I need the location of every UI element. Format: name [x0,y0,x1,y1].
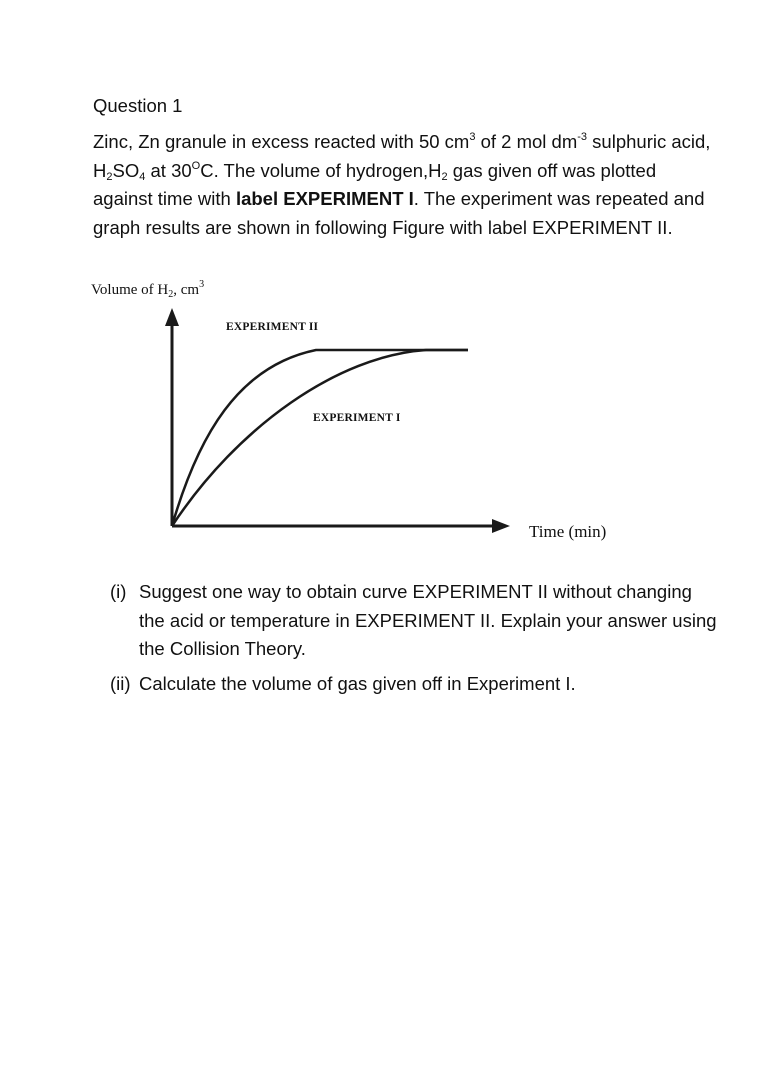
y-axis-label [91,279,205,300]
y-axis-arrow [165,308,179,326]
x-axis-arrow [492,519,510,533]
label-experiment-i: EXPERIMENT I [313,412,401,424]
y-axis-label-sup: 3 [199,279,205,290]
label-experiment-ii: EXPERIMENT II [226,321,319,333]
intro-sup-3: O [191,159,201,172]
intro-sub-1: 2 [106,170,113,183]
y-axis-label-rest: , cm [173,282,200,298]
question-intro [93,128,713,242]
intro-text-6: C. The volume of hydrogen,H [200,159,442,181]
intro-sup-1: 3 [469,131,476,143]
intro-text-8: . The experiment was repeated and graph results are shown in following Figure with label EXPERIMENT II. [93,188,705,238]
curve-experiment-i [172,350,468,526]
intro-text-2: of 2 mol dm [475,131,578,152]
intro-text-1: Zinc, Zn granule in excess reacted with 50 cm [93,131,470,152]
y-axis-label-main: Volume of H [91,282,169,298]
x-axis-label: Time (min) [529,522,607,541]
intro-sup-2: -3 [577,131,588,143]
part-ii-number: (ii) [110,672,131,694]
intro-text-3: sulphuric acid, H [93,131,711,181]
part-ii [110,670,720,699]
intro-sub-3: 2 [441,170,448,183]
question-title: Question 1 [93,95,183,116]
curve-experiment-ii [172,350,468,526]
intro-text-4: SO [112,159,140,181]
intro-sub-2: 4 [139,170,146,183]
part-i [110,578,720,664]
intro-text-7: gas given off was plotted against time with [93,159,657,209]
part-i-number: (i) [110,581,127,602]
question-parts [110,578,720,704]
reaction-figure [88,276,648,556]
intro-text-5: at 30 [145,159,192,181]
part-i-text: Suggest one way to obtain curve EXPERIMENT II without changing the acid or temperature in EXPERIMENT II. Explain your answer using the Collision Theory. [139,581,717,659]
intro-bold-label: label EXPERIMENT I [235,188,414,209]
part-ii-text: Calculate the volume of gas given off in Experiment I. [139,672,576,694]
y-axis-label-sub: 2 [168,289,174,300]
